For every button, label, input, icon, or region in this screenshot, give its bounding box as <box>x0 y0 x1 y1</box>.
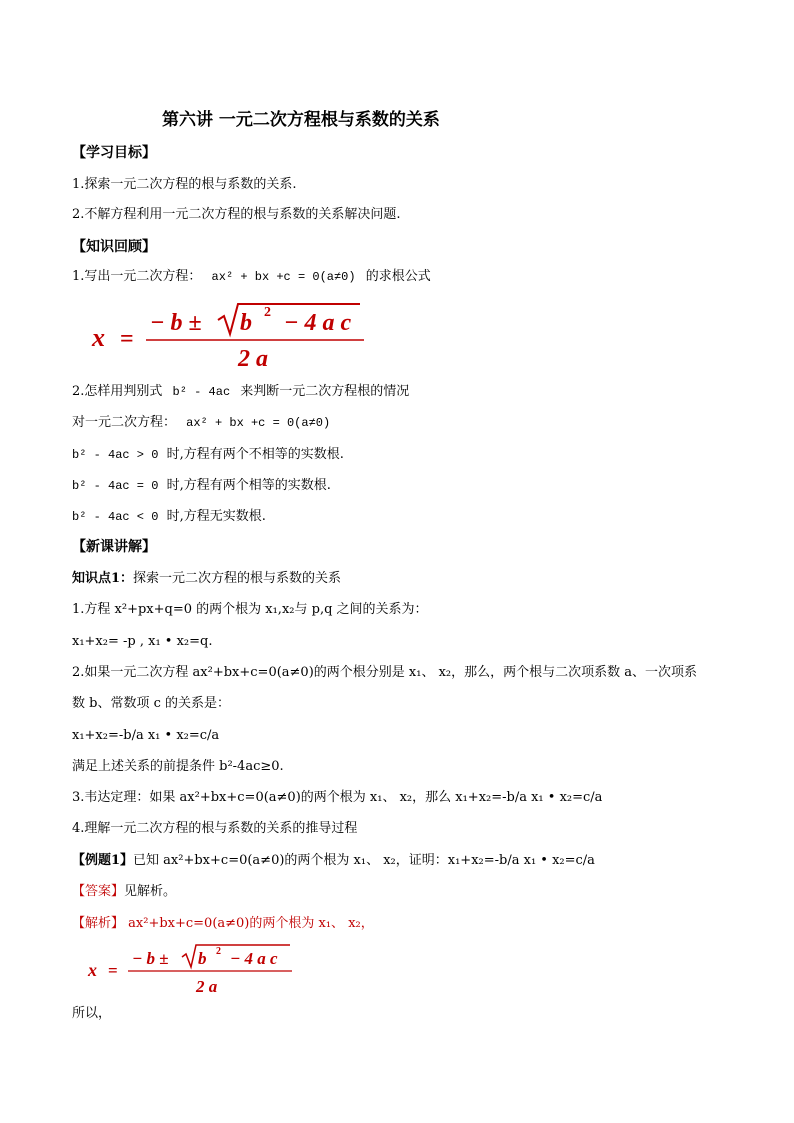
solution <box>72 915 374 933</box>
p2-line1: 2.如果一元二次方程 ax²+bx+c=0(a≠0)的两个根分别是 x₁、 x₂，那么，两个根与二次项系数 a、一次项系 <box>72 665 698 680</box>
formula-small-rad-b: b <box>198 949 207 968</box>
example-1-text: 已知 ax²+bx+c=0(a≠0)的两个根为 x₁、 x₂，证明：x₁+x₂=-b/a x₁ • x₂=c/a <box>133 853 595 868</box>
answer-text: 见解析。 <box>124 884 177 899</box>
p4-line: 4.理解一元二次方程的根与系数的关系的推导过程 <box>72 821 358 836</box>
review-2-pre: 2.怎样用判别式 <box>72 384 163 399</box>
case-eq-text: 时,方程有两个相等的实数根. <box>166 478 331 493</box>
goal-1: 1.探索一元二次方程的根与系数的关系. <box>72 177 297 192</box>
answer <box>72 883 176 901</box>
example-1 <box>72 852 595 870</box>
knowledge-point-1 <box>72 570 341 588</box>
formula-small-num-neg-b: − b ± <box>132 949 169 968</box>
review-3 <box>72 414 330 432</box>
case-gt-text: 时,方程有两个不相等的实数根. <box>166 447 344 462</box>
p1-line2: x₁+x₂= -p , x₁ • x₂=q. <box>72 634 213 649</box>
formula-small-lhs: x <box>88 960 97 980</box>
review-3-equation: ax² + bx +c = 0(a≠0) <box>186 416 331 430</box>
formula-small-rad-rest: − 4 a c <box>230 949 278 968</box>
formula-small-den: 2 a <box>196 977 218 996</box>
p2-line3: x₁+x₂=-b/a x₁ • x₂=c/a <box>72 728 220 743</box>
p1-line1: 1.方程 x²+px+q=0 的两个根为 x₁,x₂与 p,q 之间的关系为： <box>72 602 428 617</box>
formula-small-rad-exp: 2 <box>216 946 221 957</box>
case-eq <box>72 477 331 495</box>
review-2-post: 来判断一元二次方程根的情况 <box>240 384 410 399</box>
case-lt-expr: b² - 4ac < 0 <box>72 510 159 524</box>
case-lt-text: 时,方程无实数根. <box>166 509 266 524</box>
review-2-discriminant: b² - 4ac <box>172 385 231 399</box>
formula-rad-rest: − 4 a c <box>284 310 352 336</box>
formula-small-eq: = <box>108 961 118 980</box>
review-1-post: 的求根公式 <box>365 269 431 284</box>
review-1-pre: 1.写出一元二次方程： <box>72 269 202 284</box>
example-1-label: 【例题1】 <box>72 853 134 868</box>
review-1 <box>72 268 431 286</box>
new-lesson-header: 【新课讲解】 <box>72 539 156 555</box>
case-lt <box>72 508 266 526</box>
formula-rad-exp: 2 <box>264 305 271 320</box>
so-text: 所以， <box>72 1006 112 1021</box>
case-gt-expr: b² - 4ac > 0 <box>72 448 159 462</box>
kp1-label: 知识点1： <box>72 571 134 586</box>
formula-num-neg-b: − b ± <box>150 310 202 336</box>
solution-text: ax²+bx+c=0(a≠0)的两个根为 x₁、 x₂， <box>124 916 374 931</box>
review-2 <box>72 383 409 401</box>
case-gt <box>72 446 344 464</box>
goal-2: 2.不解方程利用一元二次方程的根与系数的关系解决问题. <box>72 207 401 222</box>
case-eq-expr: b² - 4ac = 0 <box>72 479 159 493</box>
review-header: 【知识回顾】 <box>72 239 156 255</box>
p2-line4: 满足上述关系的前提条件 b²-4ac≥0. <box>72 759 284 774</box>
solution-label: 【解析】 <box>72 916 125 931</box>
p2-line2: 数 b、常数项 c 的关系是： <box>72 696 230 711</box>
quadratic-formula-small <box>84 942 304 998</box>
formula-rad-b: b <box>240 310 252 336</box>
answer-label: 【答案】 <box>72 884 125 899</box>
goals-header: 【学习目标】 <box>72 145 156 161</box>
review-3-pre: 对一元二次方程： <box>72 415 177 430</box>
review-1-equation: ax² + bx +c = 0(a≠0) <box>211 270 356 284</box>
page-title: 第六讲 一元二次方程根与系数的关系 <box>162 110 440 130</box>
formula-lhs: x <box>92 323 105 352</box>
formula-den: 2 a <box>238 346 268 372</box>
formula-eq: = <box>120 326 134 352</box>
kp1-text: 探索一元二次方程的根与系数的关系 <box>133 571 342 586</box>
quadratic-formula-large <box>88 300 378 376</box>
p3-line: 3.韦达定理：如果 ax²+bx+c=0(a≠0)的两个根为 x₁、 x₂，那么 x₁+x₂=-b/a x₁ • x₂=c/a <box>72 790 603 805</box>
